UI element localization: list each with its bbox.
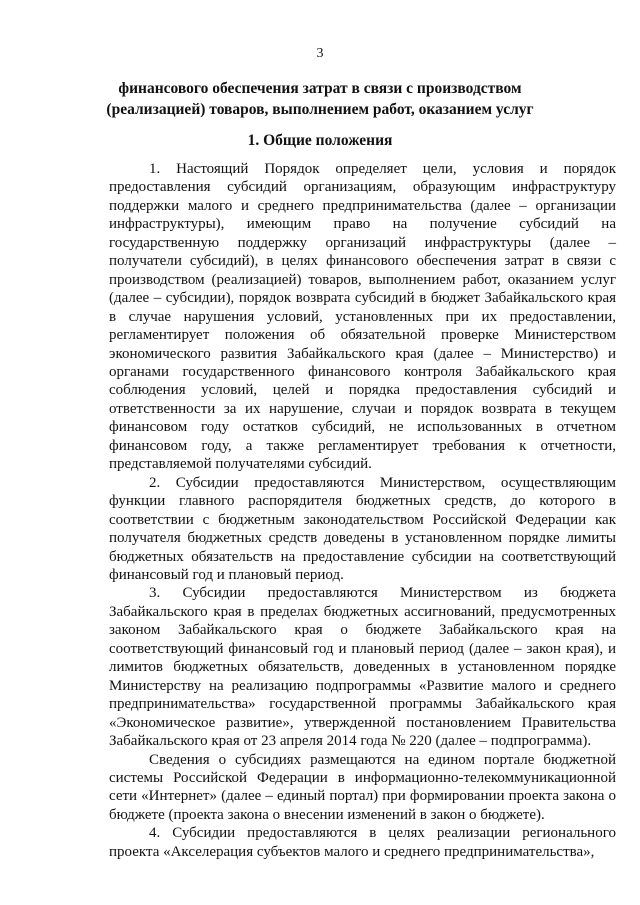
document-heading: финансового обеспечения затрат в связи с производством (реализацией) товаров, выполнением работ, оказанием услуг: [106, 80, 534, 118]
paragraph-subsidy-info: Сведения о субсидиях размещаются на едином портале бюджетной системы Российской Федерации в информационно-телекоммуникационной сети «Интернет» (далее – единый портал) при формировании проекта закона о бюджете (проекта закона о внесении изменений в закон о бюджете).: [109, 751, 616, 823]
section-title: 1. Общие положения: [247, 132, 393, 149]
document-body: [109, 160, 616, 861]
paragraph-1: 1. Настоящий Порядок определяет цели, условия и порядок предоставления субсидий организациям, образующим инфраструктуру поддержки малого и среднего предпринимательства (далее – организации инфраструктуры), имеющим право на получение субсидий на государственную поддержку организаций инфраструктуры (далее – получатели субсидий), в целях финансового обеспечения затрат в связи с производством (реализацией) товаров, выполнением работ, оказанием услуг (далее – субсидии), порядок возврата субсидий в бюджет Забайкальского края в случае нарушения условий, установленных при их предоставлении, регламентирует положения об обязательной проверке Министерством экономического развития Забайкальского края (далее – Министерство) и органами государственного финансового контроля Забайкальского края соблюдения условий, целей и порядка предоставления субсидий и ответственности за их нарушение, случаи и порядок возврата в текущем финансовом году остатков субсидий, не использованных в отчетном финансовом году, а также регламентирует требования к отчетности, представляемой получателями субсидий.: [109, 161, 616, 473]
paragraph-3: 3. Субсидии предоставляются Министерством из бюджета Забайкальского края в пределах бюджетных ассигнований, предусмотренных законом Забайкальского края о бюджете Забайкальского края на соответствующий финансовый год и плановый период (далее – закон края), и лимитов бюджетных обязательств, доведенных в установленном порядке Министерству на реализацию подпрограммы «Развитие малого и среднего предпринимательства» государственной программы Забайкальского края «Экономическое развитие», утвержденной постановлением Правительства Забайкальского края от 23 апреля 2014 года № 220 (далее – подпрограмма).: [109, 585, 616, 750]
paragraph-2: 2. Субсидии предоставляются Министерством, осуществляющим функции главного распорядителя бюджетных средств, до которого в соответствии с бюджетным законодательством Российской Федерации как получателя бюджетных средств доведены в установленном порядке лимиты бюджетных обязательств на предоставление субсидии на соответствующий финансовый год и плановый период.: [109, 474, 616, 583]
paragraph-4: 4. Субсидии предоставляются в целях реализации регионального проекта «Акселерация субъектов малого и среднего предпринимательства»,: [109, 825, 616, 860]
page-number: 3: [316, 46, 324, 61]
